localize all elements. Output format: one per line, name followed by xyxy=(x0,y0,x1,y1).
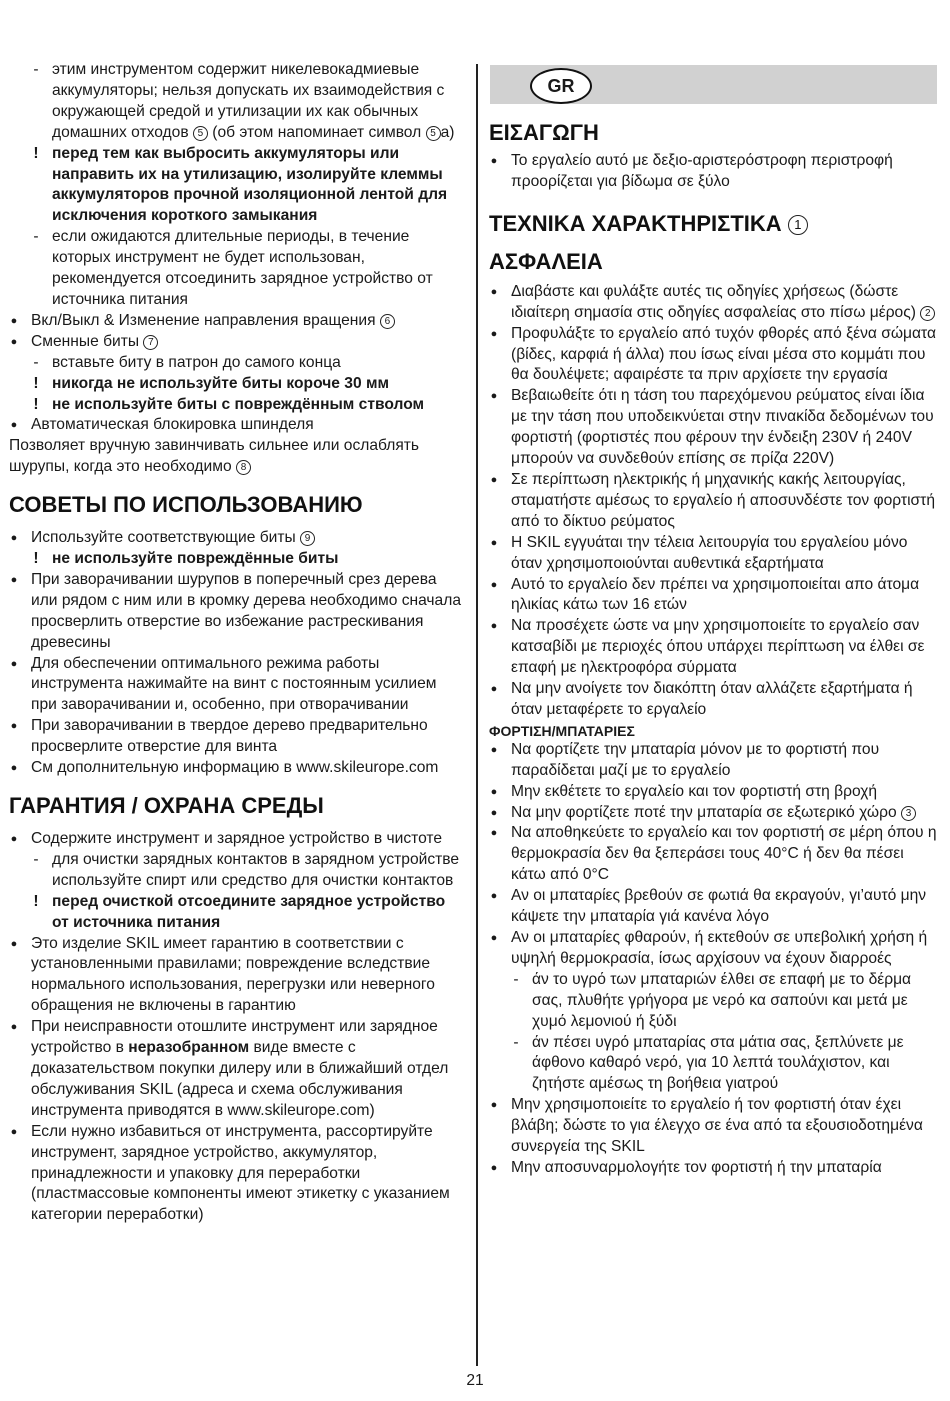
warning-marker: ! xyxy=(33,374,39,392)
tech-ref-number: 1 xyxy=(788,215,808,235)
bullet-item xyxy=(489,533,941,575)
page-number: 21 xyxy=(466,1372,484,1389)
item-text: άν το υγρό των μπαταριών έλθει σε επαφή με το δέρμα σας, πλυθήτε γρήγορα με νερό κα σαπούνι και μετά με χυμό λεμονιού ή ξύδι xyxy=(532,970,912,1030)
bullet-marker: ● xyxy=(490,683,498,696)
bullet-item xyxy=(489,679,941,721)
reference-number: 3 xyxy=(901,806,916,821)
tips-heading: СОВЕТЫ ПО ИСПОЛЬЗОВАНИЮ xyxy=(9,492,363,518)
bullet-marker: ● xyxy=(490,536,498,549)
bullet-item xyxy=(9,332,464,353)
bullet-item xyxy=(9,716,464,758)
bullet-marker: ● xyxy=(10,657,18,670)
bullet-marker: ● xyxy=(490,890,498,903)
item-text: Αν οι μπαταρίες βρεθούν σε φωτιά θα εκραγούν, γι’αυτό μην κάψετε την μπαταρία γιά κανένα λόγο xyxy=(511,887,927,926)
item-text: Βεβαιωθείτε ότι η τάση του παρεχόμενου ρεύματος είναι ίδια με την τάση που υποδεικνύεται στην πινακίδα δεδομένων του φορτιστή (φορτιστές που φέρουν την ένδειξη 230V ή 240V μπορούν να συνδεθούν επίσης σε πρίζα 220V) xyxy=(511,387,934,468)
bullet-marker: ● xyxy=(490,932,498,944)
dash-item xyxy=(9,353,464,374)
item-text: Μην εκθέτετε το εργαλείο και τον φορτιστή στη βροχή xyxy=(511,782,878,800)
bullet-marker: ● xyxy=(10,833,18,845)
warning-marker: ! xyxy=(33,144,39,162)
safety-heading: ΑΣΦΑΛΕΙΑ xyxy=(489,248,603,274)
reference-number: 8 xyxy=(236,460,251,475)
bullet-item xyxy=(9,311,464,332)
charging-list xyxy=(489,740,941,1179)
bullet-item xyxy=(9,758,464,779)
item-text: Если нужно избавиться от инструмента, рассортируйте инструмент, зарядное устройство, аккумулятор, принадлежности и упаковку для переработки (пластмассовые компоненты имеют этикетку с указанием категории переработки) xyxy=(31,1122,450,1224)
item-text: этим инструментом содержит никелевокадмиевые аккумуляторы; нельзя допускать их взаимодействия с окружающей средой и утилизации их как обычных домашних отходов xyxy=(52,61,445,141)
item-text: Να φορτίζετε την μπαταρία μόνον με το φορτιστή που παραδίδεται μαζί με το εργαλείο xyxy=(511,740,880,779)
bullet-item xyxy=(9,528,464,549)
bullet-marker: ● xyxy=(490,620,498,633)
item-text: Для обеспечении оптимального режима работы инструмента нажимайте на винт с постоянным усилием при заворачивании и, особенно, при отворачивании xyxy=(31,654,437,714)
warning-item xyxy=(9,395,464,416)
dash-item xyxy=(9,60,464,144)
item-text: перед очисткой отсоедините зарядное устройство от источника питания xyxy=(52,892,446,931)
item-text: (об этом напоминает символ xyxy=(207,123,426,141)
warning-marker: ! xyxy=(33,550,39,568)
item-text: если ожидаются длительные периоды, в течение которых инструмент не будет использован, рекомендуется отсоединить зарядное устройство от источника питания xyxy=(52,228,433,308)
item-text: не используйте повреждённые биты xyxy=(52,550,339,568)
dash-item xyxy=(489,1033,941,1096)
dash-item xyxy=(489,970,941,1033)
left-column xyxy=(9,60,464,1226)
bullet-marker: ● xyxy=(10,335,18,348)
bullet-marker: ● xyxy=(10,532,18,545)
safety-list xyxy=(489,282,941,721)
bullet-marker: ● xyxy=(490,473,498,486)
bullet-item xyxy=(489,782,941,803)
bullet-marker: ● xyxy=(490,1161,498,1174)
item-text: Να προσέχετε ώστε να μην χρησιμοποιείτε το εργαλείο σαν κατσαβίδι με περιοχές όπου υπάρχει περίπτωση να έλθει σε επαφή με ηλεκτροφόρα σύρματα xyxy=(511,617,925,677)
dash-marker: - xyxy=(33,353,39,371)
bullet-item xyxy=(9,570,464,654)
bullet-item xyxy=(489,1158,941,1179)
bullet-marker: ● xyxy=(10,419,18,432)
item-text: Να μην ανοίγετε τον διακόπτη όταν αλλάζετε εξαρτήματα ή όταν μεταφέρετε το εργαλείο xyxy=(511,680,913,718)
bullet-item xyxy=(489,616,941,679)
bullet-marker: ● xyxy=(10,937,18,950)
tech-heading xyxy=(489,211,941,237)
item-text: виде вместе с доказательством покупки дилеру или в ближайший отдел обслуживания SKIL (адреса и схема обслуживания инструмента приводятся в www.skileurope.com) xyxy=(31,1039,449,1119)
bullet-marker: ● xyxy=(490,327,498,340)
warning-marker: ! xyxy=(33,395,39,413)
item-text: Το εργαλείο αυτό με δεξιο-αριστερόστροφη περιστροφή προορίζεται για βίδωμα σε ξύλο xyxy=(511,152,893,190)
bullet-marker: ● xyxy=(490,743,498,756)
item-text: Η SKIL εγγυάται την τέλεια λειτουργία του εργαλείου μόνο όταν χρησιμοποιούνται αυθεντικά εξαρτήματα xyxy=(511,533,908,572)
bullet-item xyxy=(9,415,464,436)
bullet-item xyxy=(489,886,941,928)
bullet-marker: ● xyxy=(490,578,498,591)
bullet-marker: ● xyxy=(490,827,498,840)
dash-marker: - xyxy=(513,970,519,988)
item-text: a xyxy=(440,123,450,141)
bullet-item xyxy=(9,1017,464,1122)
reference-number: 5 xyxy=(426,126,441,141)
warning-item xyxy=(9,549,464,570)
bullet-item xyxy=(489,575,941,617)
dash-item xyxy=(9,850,464,892)
dash-marker: - xyxy=(33,61,39,78)
item-text: Автоматическая блокировка шпинделя xyxy=(31,416,314,434)
tips-list xyxy=(9,528,464,779)
item-text: Μην χρησιμοποιείτε το εργαλείο ή τον φορτιστή όταν έχει βλάβη; δώστε το για έλεγχο σε ένα από τα εξουσιοδοτημένα συνεργεία της SKIL xyxy=(511,1096,923,1156)
tech-heading-text: ΤΕΧΝΙΚΑ ΧΑΡΑΚΤΗΡΙΣΤΙΚΑ xyxy=(489,210,782,236)
bullet-item xyxy=(489,151,941,193)
greek-intro-list xyxy=(489,151,941,193)
bullet-marker: ● xyxy=(490,155,498,167)
item-text: перед тем как выбросить аккумуляторы или направить их на утилизацию, изолируйте клеммы аккумуляторов прочной изоляционной лентой для исключения короткого замыкания xyxy=(52,144,448,225)
item-text: Сменные биты xyxy=(31,332,140,350)
item-text: При заворачивании в твердое дерево предварительно просверлите отверстие для винта xyxy=(31,717,428,756)
item-text: никогда не используйте биты короче 30 мм xyxy=(52,374,390,392)
item-text: Вкл/Выкл & Изменение направления вращения xyxy=(31,311,376,329)
reference-number: 6 xyxy=(380,314,395,329)
warning-item xyxy=(9,892,464,934)
bullet-marker: ● xyxy=(10,1125,18,1138)
bullet-item xyxy=(489,928,941,970)
reference-number: 9 xyxy=(300,531,315,546)
language-badge: GR xyxy=(530,68,592,104)
item-text: Позволяет вручную завинчивать сильнее или ослаблять шурупы, когда это необходимо xyxy=(9,437,420,476)
bullet-marker: ● xyxy=(490,285,498,298)
bullet-item xyxy=(489,470,941,533)
item-text: Να μην φορτίζετε ποτέ την μπαταρία σε εξωτερικό χώρο xyxy=(511,803,897,821)
russian-intro-list xyxy=(9,60,464,478)
bullet-item xyxy=(489,823,941,886)
warning-item xyxy=(9,374,464,395)
warranty-heading: ГАРАНТИЯ / ОХРАНА СРЕДЫ xyxy=(9,793,324,818)
item-text: Προφυλάξτε το εργαλείο από τυχόν φθορές από ξένα σώματα (βίδες, καρφιά ή άλλα) που ίσως είναι μέσα στο κομμάτι που θα δουλέψετε; αφαιρέστε τα πριν αρχίσετε την εργασία xyxy=(511,324,937,384)
bullet-marker: ● xyxy=(10,573,18,586)
item-text: ) xyxy=(449,123,455,141)
dash-item xyxy=(9,227,464,311)
bullet-item xyxy=(9,829,464,850)
item-text: Αυτό το εργαλείο δεν πρέπει να χρησιμοποιείται απο άτομα ηλικίας κάτω των 16 ετών xyxy=(511,575,920,614)
reference-number: 5 xyxy=(193,126,208,141)
item-text: άν πέσει υγρό μπαταρίας στα μάτια σας, ξεπλύνετε με άφθονο καθαρό νερό, για 10 λεπτά τουλάχιστον, και ζητήστε αμέσως τη βοήθεια γιατρού xyxy=(532,1033,904,1093)
item-text: Содержите инструмент и зарядное устройство в чистоте xyxy=(31,830,443,847)
warning-marker: ! xyxy=(33,892,39,910)
bullet-marker: ● xyxy=(10,720,18,733)
item-text: вставьте биту в патрон до самого конца xyxy=(52,353,341,371)
item-text: для очистки зарядных контактов в зарядном устройстве используйте спирт или средство для очистки контактов xyxy=(52,850,460,889)
warning-item xyxy=(9,144,464,228)
bullet-item xyxy=(489,282,941,324)
bullet-marker: ● xyxy=(490,390,498,403)
bullet-item xyxy=(9,654,464,717)
item-text: не используйте биты с повреждённым стволом xyxy=(52,395,425,413)
intro-heading: ΕΙΣΑΓΩΓΗ xyxy=(489,120,599,145)
bullet-item xyxy=(489,740,941,782)
bullet-item xyxy=(489,803,941,824)
right-column xyxy=(489,120,941,1179)
item-text: Αν οι μπαταρίες φθαρούν, ή εκτεθούν σε υπεβολική χρήση ή υψηλή θερμοκρασία, ίσως αρχίσουν να έχουν διαρροές xyxy=(511,929,928,967)
bullet-item xyxy=(9,934,464,1018)
item-text: См дополнительную информацию в www.skileurope.com xyxy=(31,759,439,777)
item-text: Это изделие SKIL имеет гарантию в соответствии с установленными правилами; повреждение вследствие нормального использования, перегрузки или неверного обращения не включены в гарантию xyxy=(31,934,435,1015)
reference-number: 2 xyxy=(920,306,935,321)
bullet-marker: ● xyxy=(10,762,18,775)
bullet-marker: ● xyxy=(490,1099,498,1112)
dash-marker: - xyxy=(513,1033,519,1051)
item-text: Να αποθηκεύετε το εργαλείο και τον φορτιστή σε μέρη όπου η θερμοκρασία δεν θα ξεπεράσει τους 40°C ή δεν θα πέσει κάτω από 0°C xyxy=(511,824,937,884)
bullet-item xyxy=(489,1095,941,1158)
dash-marker: - xyxy=(33,850,39,868)
bullet-item xyxy=(489,324,941,387)
bullet-marker: ● xyxy=(10,1021,18,1034)
item-text: Διαβάστε και φυλάξτε αυτές τις οδηγίες χρήσεως (δώστε ιδιαίτερη σημασία στις οδηγίες ασφαλείας στο πίσω μέρος) xyxy=(511,282,916,321)
charging-heading: ΦΟΡΤΙΣΗ/ΜΠΑΤΑΡΙΕΣ xyxy=(489,722,635,739)
item-text: При заворачивании шурупов в поперечный срез дерева или рядом с ним или в кромку дерева необходимо сначала просверлить отверстие во избежание растрескивания древесины xyxy=(31,570,462,651)
bullet-item xyxy=(489,386,941,470)
bullet-item xyxy=(9,1122,464,1227)
item-text: Μην αποσυναρμολογήτε τον φορτιστή ή την μπαταρία xyxy=(511,1158,882,1176)
item-text: При неисправности отошлите инструмент или зарядное устройство в xyxy=(31,1018,438,1057)
warranty-list xyxy=(9,829,464,1226)
reference-number: 7 xyxy=(143,335,158,350)
bullet-marker: ● xyxy=(490,785,498,798)
item-text: Используйте соответствующие биты xyxy=(31,529,296,547)
dash-marker: - xyxy=(33,228,39,246)
bullet-marker: ● xyxy=(490,806,498,819)
item-text: неразобранном xyxy=(128,1039,250,1057)
paragraph xyxy=(9,436,464,478)
column-divider xyxy=(476,64,478,1366)
bullet-marker: ● xyxy=(10,314,18,327)
item-text: Σε περίπτωση ηλεκτρικής ή μηχανικής κακής λειτουργίας, σταματήστε αμέσως το εργαλείο ή αποσυνδέστε τον φορτιστή από το δίκτυο ρεύματος xyxy=(511,470,936,530)
